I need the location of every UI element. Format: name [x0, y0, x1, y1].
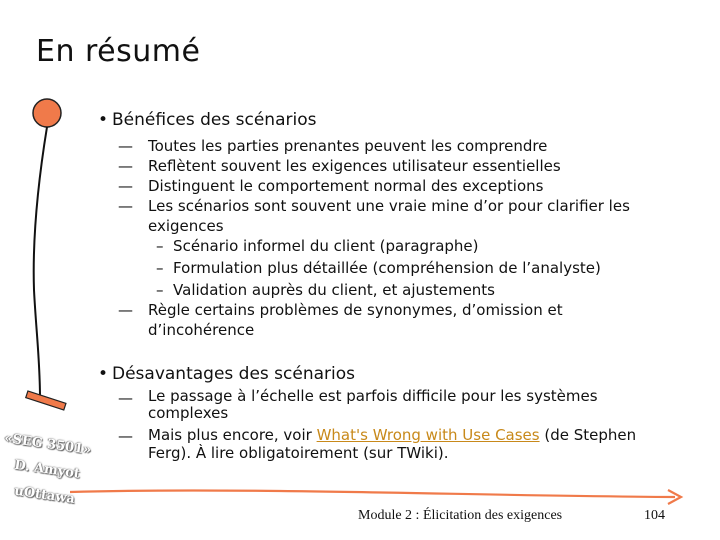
dash-icon: — — [118, 177, 133, 195]
slide-title: En résumé — [36, 34, 201, 69]
timeline-start-circle — [33, 99, 61, 127]
list-item: — Toutes les parties prenantes peuvent les comprendre — [118, 137, 548, 155]
dash-icon: — — [118, 301, 133, 319]
sub-list-item: – Validation auprès du client, et ajustements — [156, 281, 495, 299]
sub-dash-icon: – — [156, 281, 164, 299]
list-item: — Distinguent le comportement normal des exceptions — [118, 177, 544, 195]
dash-icon: — — [118, 157, 133, 175]
footer-module-label: Module 2 : Élicitation des exigences — [358, 508, 563, 523]
timeline-curve — [34, 127, 47, 398]
sub-dash-icon: – — [156, 259, 164, 277]
timeline-end-bar — [26, 391, 66, 410]
footer-arrow-line — [70, 490, 675, 497]
use-cases-link[interactable]: What's Wrong with Use Cases — [316, 426, 540, 444]
dash-icon: — — [118, 389, 133, 407]
list-item: — Mais plus encore, voir What's Wrong with Use Cases (de Stephen Ferg). À lire obligatoirement (sur TWiki). — [118, 426, 637, 462]
list-item: — Les scénarios sont souvent une vraie mine d’or pour clarifier les exigences — [118, 197, 630, 235]
bullet-icon: • — [98, 110, 109, 130]
bullet-icon: • — [98, 364, 109, 384]
dash-icon: — — [118, 427, 133, 445]
course-stamp: «SEG 3501» D. Amyot uOttawa — [3, 430, 93, 508]
section-heading-drawbacks: • Désavantages des scénarios — [98, 364, 356, 384]
sub-dash-icon: – — [156, 237, 164, 255]
dash-icon: — — [118, 137, 133, 155]
list-item: — Le passage à l’échelle est parfois difficile pour les systèmes complexes — [118, 387, 598, 422]
dash-icon: — — [118, 197, 133, 215]
sub-list-item: – Formulation plus détaillée (compréhension de l’analyste) — [156, 259, 601, 277]
list-item: — Règle certains problèmes de synonymes, d’omission et d’incohérence — [118, 301, 563, 339]
list-item: — Reflètent souvent les exigences utilisateur essentielles — [118, 157, 561, 175]
section-heading-benefits: • Bénéfices des scénarios — [98, 110, 317, 130]
sub-list-item: – Scénario informel du client (paragraphe) — [156, 237, 479, 255]
page-number: 104 — [644, 508, 665, 523]
